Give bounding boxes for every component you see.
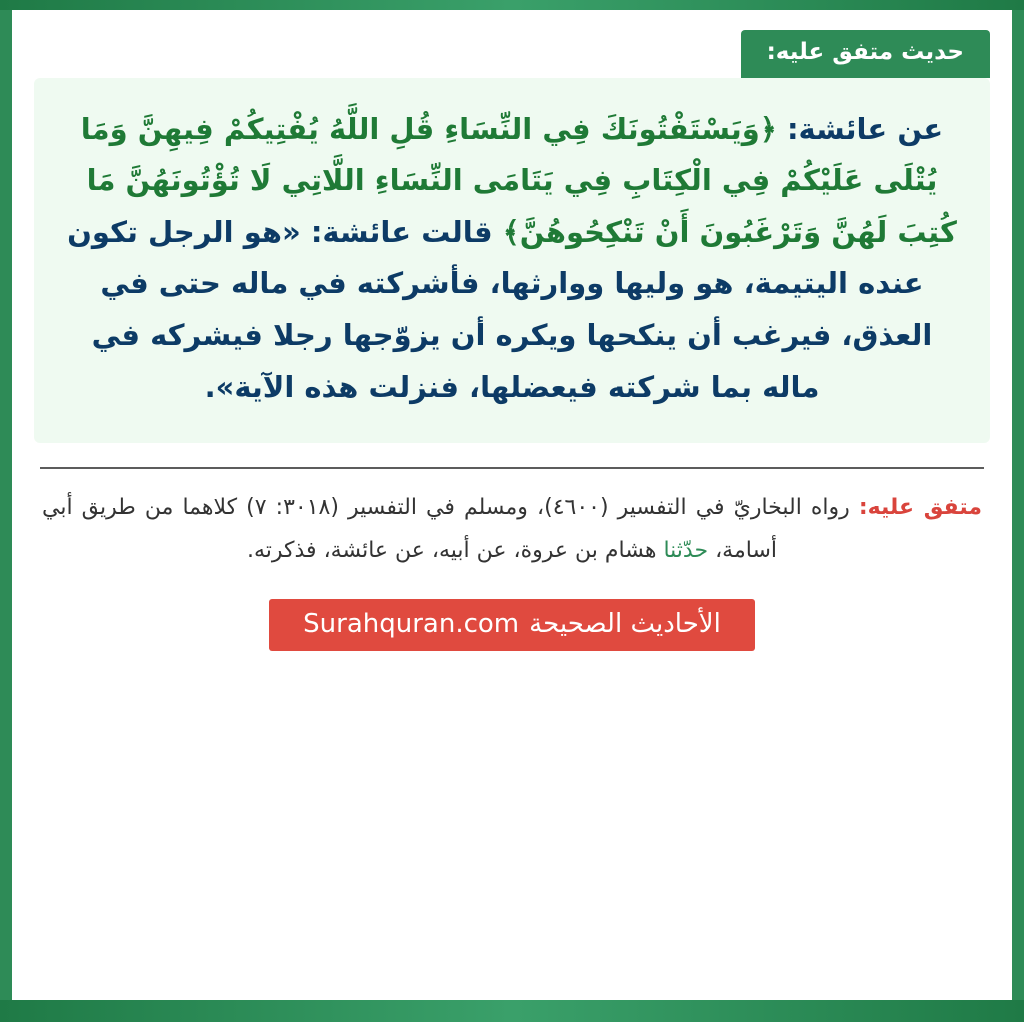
narrator-intro: عن عائشة: [786, 111, 944, 146]
brand-label-en: Surahquran.com [303, 609, 520, 640]
ayah-close-bracket: ﴾ [502, 214, 520, 249]
takhrij-part-2: هشام بن عروة، عن أبيه، عن عائشة، فذكرته. [246, 538, 664, 564]
hadith-text [64, 104, 960, 414]
grade-badge-row [34, 30, 990, 78]
takhrij-highlight: حدّثنا [663, 538, 709, 564]
brand-label-ar: الأحاديث الصحيحة [529, 609, 721, 640]
ayah-text: وَيَسْتَفْتُونَكَ فِي النِّسَاءِ قُلِ اللَّهُ يُفْتِيكُمْ فِيهِنَّ وَمَا يُتْلَى عَلَيْكُمْ فِي الْكِتَابِ فِي يَتَامَى النِّسَاءِ اللَّاتِي لَا تُؤْتُونَهُنَّ مَا كُتِبَ لَهُنَّ وَتَرْغَبُونَ أَنْ تَنْكِحُوهُنَّ [80, 111, 957, 249]
brand-footer-row [34, 599, 990, 651]
hadith-text-box [34, 78, 990, 444]
ayah-open-bracket: ﴿ [759, 111, 777, 146]
hadith-quote: «هو الرجل تكون عنده اليتيمة، هو وليها ووارثها، فأشركته في ماله حتى في العذق، فيرغب أن ينكحها ويكره أن يزوّجها رجلا فيشركه في ماله بما شركته فيعضلها، فنزلت هذه الآية». [67, 214, 933, 404]
section-divider [40, 467, 984, 469]
takhrij-paragraph [42, 487, 982, 573]
card-inner [12, 0, 1012, 1022]
takhrij-label: متفق عليه: [858, 495, 982, 521]
status-badge: حديث متفق عليه: [741, 30, 990, 78]
aisha-said-label: قالت عائشة: [310, 214, 493, 249]
takhrij-part-1: رواه البخاريّ في التفسير (٤٦٠٠)، ومسلم في التفسير (٣٠١٨: ٧) كلاهما من طريق أبي أسامة، [42, 495, 859, 564]
brand-badge[interactable] [269, 599, 755, 651]
